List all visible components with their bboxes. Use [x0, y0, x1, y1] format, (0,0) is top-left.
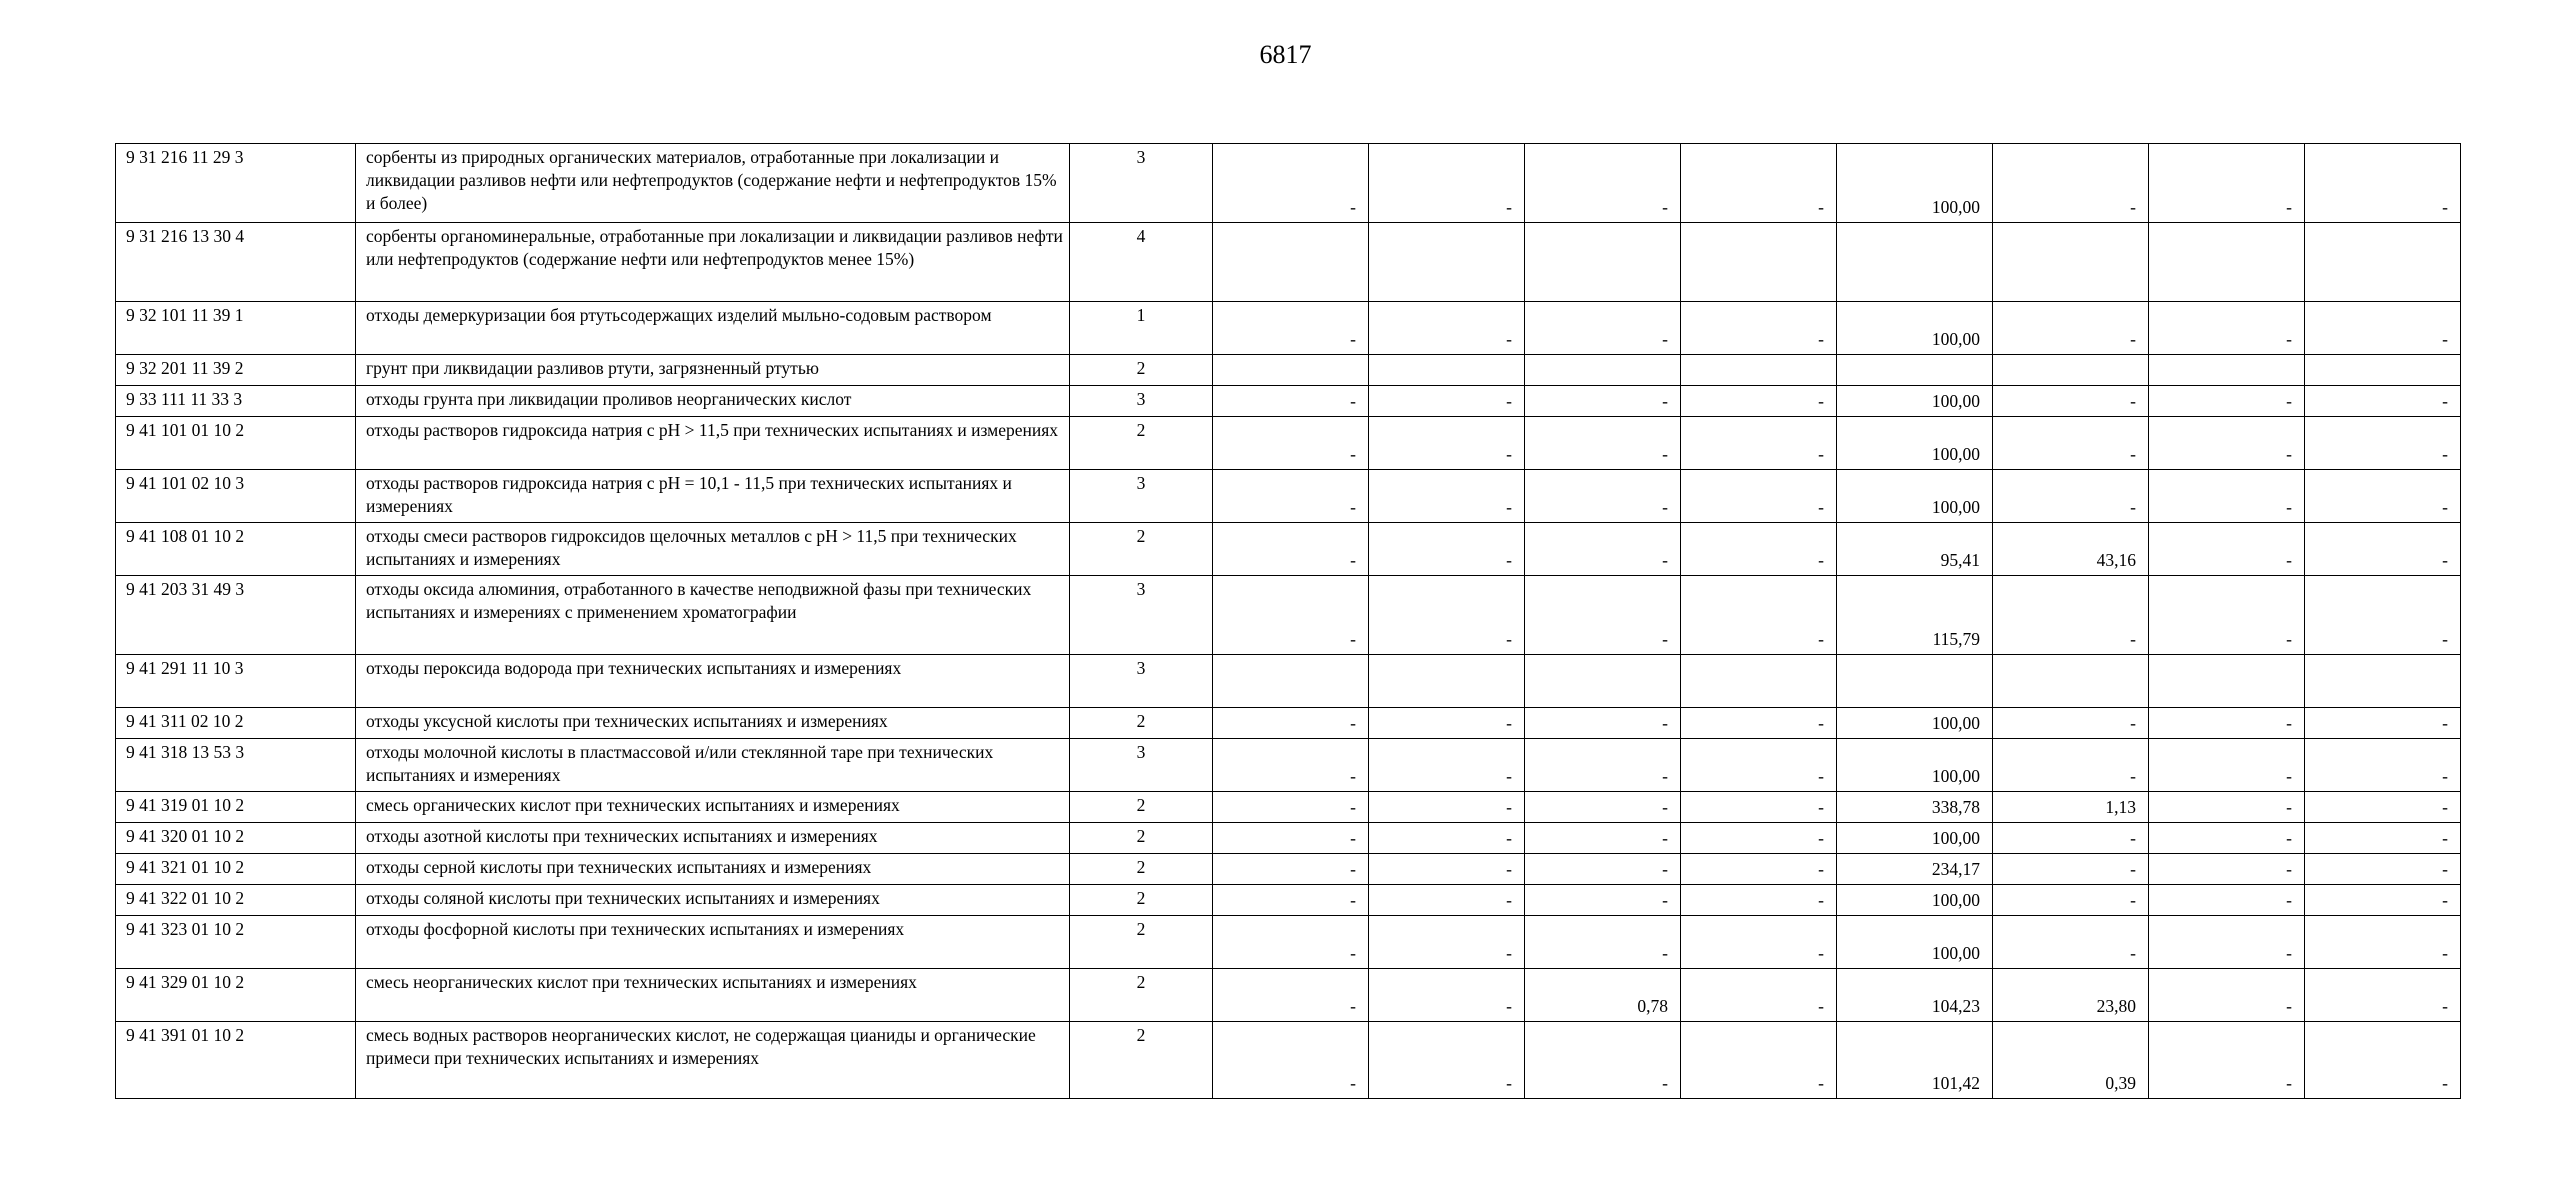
value-cell: -: [1525, 302, 1681, 355]
value-cell: [1993, 355, 2149, 386]
hazard-class-cell: 2: [1070, 355, 1213, 386]
value-cell: -: [1993, 823, 2149, 854]
value-cell: -: [2149, 708, 2305, 739]
value-cell: -: [1681, 739, 1837, 792]
waste-code-cell: 9 41 318 13 53 3: [116, 739, 356, 792]
waste-name-cell: отходы грунта при ликвидации проливов неорганических кислот: [356, 386, 1070, 417]
value-cell: 0,39: [1993, 1022, 2149, 1099]
value-cell: -: [2149, 739, 2305, 792]
waste-code-cell: 9 41 320 01 10 2: [116, 823, 356, 854]
value-cell: -: [1993, 576, 2149, 655]
table-row: [116, 823, 2461, 854]
value-cell: -: [1681, 969, 1837, 1022]
value-cell: -: [1369, 916, 1525, 969]
table-row: [116, 969, 2461, 1022]
value-cell: -: [1681, 916, 1837, 969]
value-cell: [1837, 223, 1993, 302]
value-cell: [1525, 655, 1681, 708]
value-cell: -: [1369, 576, 1525, 655]
hazard-class-cell: 2: [1070, 854, 1213, 885]
table-row: [116, 386, 2461, 417]
value-cell: -: [2305, 792, 2461, 823]
hazard-class-cell: 2: [1070, 823, 1213, 854]
value-cell: 100,00: [1837, 417, 1993, 470]
value-cell: [1837, 355, 1993, 386]
value-cell: -: [2305, 576, 2461, 655]
value-cell: 100,00: [1837, 386, 1993, 417]
value-cell: -: [2149, 470, 2305, 523]
value-cell: -: [1681, 1022, 1837, 1099]
value-cell: -: [1993, 417, 2149, 470]
value-cell: -: [1681, 302, 1837, 355]
value-cell: -: [2149, 969, 2305, 1022]
value-cell: 100,00: [1837, 144, 1993, 223]
waste-code-cell: 9 41 311 02 10 2: [116, 708, 356, 739]
table-row: [116, 523, 2461, 576]
value-cell: -: [1213, 708, 1369, 739]
table-row: [116, 355, 2461, 386]
hazard-class-cell: 3: [1070, 576, 1213, 655]
value-cell: -: [1213, 969, 1369, 1022]
waste-name-cell: отходы азотной кислоты при технических испытаниях и измерениях: [356, 823, 1070, 854]
value-cell: -: [2149, 1022, 2305, 1099]
value-cell: -: [1681, 854, 1837, 885]
value-cell: -: [2305, 854, 2461, 885]
value-cell: [2149, 223, 2305, 302]
value-cell: [2305, 223, 2461, 302]
hazard-class-cell: 3: [1070, 470, 1213, 523]
value-cell: -: [2149, 302, 2305, 355]
value-cell: 100,00: [1837, 470, 1993, 523]
value-cell: -: [1369, 885, 1525, 916]
value-cell: -: [1369, 523, 1525, 576]
value-cell: -: [1213, 417, 1369, 470]
waste-code-cell: 9 32 101 11 39 1: [116, 302, 356, 355]
hazard-class-cell: 3: [1070, 655, 1213, 708]
hazard-class-cell: 3: [1070, 144, 1213, 223]
table-row: [116, 792, 2461, 823]
value-cell: -: [2305, 916, 2461, 969]
value-cell: -: [1681, 386, 1837, 417]
waste-code-cell: 9 41 291 11 10 3: [116, 655, 356, 708]
waste-code-cell: 9 31 216 11 29 3: [116, 144, 356, 223]
value-cell: -: [2149, 523, 2305, 576]
value-cell: -: [1993, 386, 2149, 417]
value-cell: 234,17: [1837, 854, 1993, 885]
value-cell: -: [1213, 885, 1369, 916]
value-cell: -: [2149, 576, 2305, 655]
hazard-class-cell: 2: [1070, 523, 1213, 576]
value-cell: -: [1213, 144, 1369, 223]
waste-name-cell: смесь неорганических кислот при технических испытаниях и измерениях: [356, 969, 1070, 1022]
waste-code-cell: 9 41 108 01 10 2: [116, 523, 356, 576]
value-cell: 100,00: [1837, 823, 1993, 854]
value-cell: -: [1681, 470, 1837, 523]
value-cell: [1525, 355, 1681, 386]
value-cell: -: [1525, 523, 1681, 576]
waste-name-cell: смесь органических кислот при технических испытаниях и измерениях: [356, 792, 1070, 823]
value-cell: -: [1369, 969, 1525, 1022]
waste-name-cell: отходы пероксида водорода при технических испытаниях и измерениях: [356, 655, 1070, 708]
value-cell: -: [1993, 302, 2149, 355]
value-cell: -: [2305, 523, 2461, 576]
value-cell: -: [2149, 823, 2305, 854]
value-cell: 338,78: [1837, 792, 1993, 823]
hazard-class-cell: 2: [1070, 885, 1213, 916]
value-cell: -: [1525, 739, 1681, 792]
waste-name-cell: отходы смеси растворов гидроксидов щелочных металлов с рН > 11,5 при технических испытаниях и измерениях: [356, 523, 1070, 576]
value-cell: -: [2149, 144, 2305, 223]
value-cell: 95,41: [1837, 523, 1993, 576]
waste-code-cell: 9 41 323 01 10 2: [116, 916, 356, 969]
value-cell: [2305, 355, 2461, 386]
value-cell: -: [1213, 386, 1369, 417]
table-row: [116, 223, 2461, 302]
value-cell: 43,16: [1993, 523, 2149, 576]
value-cell: -: [2149, 792, 2305, 823]
waste-name-cell: отходы демеркуризации боя ртутьсодержащих изделий мыльно-содовым раствором: [356, 302, 1070, 355]
value-cell: -: [1369, 386, 1525, 417]
table-row: [116, 708, 2461, 739]
value-cell: -: [1525, 144, 1681, 223]
waste-code-cell: 9 33 111 11 33 3: [116, 386, 356, 417]
value-cell: -: [1993, 854, 2149, 885]
value-cell: -: [2305, 417, 2461, 470]
table-row: [116, 854, 2461, 885]
table-row: [116, 144, 2461, 223]
value-cell: -: [1369, 470, 1525, 523]
value-cell: [1213, 223, 1369, 302]
table-row: [116, 885, 2461, 916]
value-cell: -: [1681, 823, 1837, 854]
waste-code-cell: 9 41 319 01 10 2: [116, 792, 356, 823]
value-cell: -: [1525, 417, 1681, 470]
value-cell: -: [1369, 302, 1525, 355]
value-cell: -: [1525, 916, 1681, 969]
value-cell: -: [2305, 739, 2461, 792]
value-cell: [1369, 655, 1525, 708]
value-cell: -: [1369, 1022, 1525, 1099]
waste-name-cell: отходы оксида алюминия, отработанного в качестве неподвижной фазы при технических испытаниях и измерениях с применением хроматографии: [356, 576, 1070, 655]
waste-code-cell: 9 41 101 01 10 2: [116, 417, 356, 470]
value-cell: [1369, 223, 1525, 302]
value-cell: 115,79: [1837, 576, 1993, 655]
waste-name-cell: отходы фосфорной кислоты при технических испытаниях и измерениях: [356, 916, 1070, 969]
table-row: [116, 916, 2461, 969]
value-cell: -: [1993, 708, 2149, 739]
waste-code-cell: 9 41 203 31 49 3: [116, 576, 356, 655]
value-cell: -: [1993, 916, 2149, 969]
value-cell: -: [1369, 417, 1525, 470]
value-cell: -: [1369, 792, 1525, 823]
value-cell: -: [2305, 823, 2461, 854]
value-cell: 23,80: [1993, 969, 2149, 1022]
value-cell: -: [2305, 708, 2461, 739]
value-cell: -: [1213, 916, 1369, 969]
value-cell: -: [1213, 302, 1369, 355]
value-cell: -: [1681, 708, 1837, 739]
value-cell: -: [2149, 885, 2305, 916]
value-cell: [1681, 223, 1837, 302]
value-cell: -: [1525, 823, 1681, 854]
value-cell: [1525, 223, 1681, 302]
waste-code-cell: 9 41 329 01 10 2: [116, 969, 356, 1022]
value-cell: -: [1213, 576, 1369, 655]
value-cell: 100,00: [1837, 885, 1993, 916]
value-cell: [1213, 355, 1369, 386]
value-cell: -: [2149, 916, 2305, 969]
value-cell: -: [2305, 470, 2461, 523]
waste-code-cell: 9 32 201 11 39 2: [116, 355, 356, 386]
waste-name-cell: отходы растворов гидроксида натрия с рН > 11,5 при технических испытаниях и измерениях: [356, 417, 1070, 470]
value-cell: -: [1681, 417, 1837, 470]
waste-name-cell: грунт при ликвидации разливов ртути, загрязненный ртутью: [356, 355, 1070, 386]
waste-code-cell: 9 41 322 01 10 2: [116, 885, 356, 916]
hazard-class-cell: 2: [1070, 792, 1213, 823]
value-cell: -: [1525, 708, 1681, 739]
value-cell: [1993, 655, 2149, 708]
value-cell: [2149, 655, 2305, 708]
waste-data-table: [115, 143, 2461, 1099]
value-cell: [2305, 655, 2461, 708]
value-cell: -: [1213, 523, 1369, 576]
hazard-class-cell: 4: [1070, 223, 1213, 302]
value-cell: 100,00: [1837, 739, 1993, 792]
value-cell: 100,00: [1837, 916, 1993, 969]
value-cell: -: [1213, 854, 1369, 885]
value-cell: -: [1681, 792, 1837, 823]
waste-name-cell: отходы растворов гидроксида натрия с рН = 10,1 - 11,5 при технических испытаниях и измерениях: [356, 470, 1070, 523]
value-cell: -: [1681, 144, 1837, 223]
value-cell: 100,00: [1837, 708, 1993, 739]
value-cell: -: [1213, 823, 1369, 854]
value-cell: -: [1525, 576, 1681, 655]
value-cell: -: [1213, 470, 1369, 523]
hazard-class-cell: 2: [1070, 916, 1213, 969]
value-cell: -: [2305, 969, 2461, 1022]
value-cell: 1,13: [1993, 792, 2149, 823]
value-cell: -: [1993, 739, 2149, 792]
value-cell: -: [1525, 885, 1681, 916]
waste-code-cell: 9 31 216 13 30 4: [116, 223, 356, 302]
value-cell: -: [1993, 470, 2149, 523]
waste-code-cell: 9 41 101 02 10 3: [116, 470, 356, 523]
value-cell: -: [1369, 739, 1525, 792]
waste-name-cell: отходы серной кислоты при технических испытаниях и измерениях: [356, 854, 1070, 885]
value-cell: -: [1369, 708, 1525, 739]
table-row: [116, 1022, 2461, 1099]
value-cell: [1369, 355, 1525, 386]
value-cell: -: [2305, 1022, 2461, 1099]
value-cell: -: [1213, 1022, 1369, 1099]
value-cell: 101,42: [1837, 1022, 1993, 1099]
value-cell: 0,78: [1525, 969, 1681, 1022]
value-cell: -: [1369, 144, 1525, 223]
value-cell: -: [1993, 144, 2149, 223]
value-cell: -: [1525, 386, 1681, 417]
waste-name-cell: смесь водных растворов неорганических кислот, не содержащая цианиды и органические примеси при технических испытаниях и измерениях: [356, 1022, 1070, 1099]
hazard-class-cell: 2: [1070, 1022, 1213, 1099]
value-cell: [1993, 223, 2149, 302]
waste-name-cell: отходы молочной кислоты в пластмассовой и/или стеклянной таре при технических испытаниях и измерениях: [356, 739, 1070, 792]
hazard-class-cell: 2: [1070, 969, 1213, 1022]
value-cell: -: [1681, 576, 1837, 655]
value-cell: -: [1369, 854, 1525, 885]
value-cell: -: [2149, 854, 2305, 885]
value-cell: [1213, 655, 1369, 708]
table-row: [116, 470, 2461, 523]
value-cell: 100,00: [1837, 302, 1993, 355]
value-cell: -: [1681, 523, 1837, 576]
value-cell: -: [1213, 739, 1369, 792]
table-row: [116, 576, 2461, 655]
waste-name-cell: сорбенты из природных органических материалов, отработанные при локализации и ликвидации разливов нефти или нефтепродуктов (содержание нефти и нефтепродуктов 15% и более): [356, 144, 1070, 223]
value-cell: -: [2149, 417, 2305, 470]
hazard-class-cell: 3: [1070, 739, 1213, 792]
table-row: [116, 739, 2461, 792]
value-cell: -: [1525, 854, 1681, 885]
table-row: [116, 302, 2461, 355]
value-cell: -: [2305, 386, 2461, 417]
waste-name-cell: сорбенты органоминеральные, отработанные при локализации и ликвидации разливов нефти или нефтепродуктов (содержание нефти или нефтепродуктов менее 15%): [356, 223, 1070, 302]
value-cell: [1681, 355, 1837, 386]
waste-code-cell: 9 41 321 01 10 2: [116, 854, 356, 885]
waste-name-cell: отходы соляной кислоты при технических испытаниях и измерениях: [356, 885, 1070, 916]
hazard-class-cell: 1: [1070, 302, 1213, 355]
table-row: [116, 417, 2461, 470]
value-cell: [2149, 355, 2305, 386]
value-cell: 104,23: [1837, 969, 1993, 1022]
table-row: [116, 655, 2461, 708]
value-cell: -: [2305, 302, 2461, 355]
value-cell: -: [1993, 885, 2149, 916]
value-cell: -: [1213, 792, 1369, 823]
value-cell: -: [1525, 792, 1681, 823]
value-cell: [1681, 655, 1837, 708]
page-number: 6817: [1259, 40, 1312, 69]
value-cell: -: [2149, 386, 2305, 417]
value-cell: [1837, 655, 1993, 708]
hazard-class-cell: 3: [1070, 386, 1213, 417]
hazard-class-cell: 2: [1070, 708, 1213, 739]
value-cell: -: [2305, 885, 2461, 916]
waste-code-cell: 9 41 391 01 10 2: [116, 1022, 356, 1099]
value-cell: -: [1681, 885, 1837, 916]
value-cell: -: [1525, 1022, 1681, 1099]
hazard-class-cell: 2: [1070, 417, 1213, 470]
value-cell: -: [2305, 144, 2461, 223]
value-cell: -: [1369, 823, 1525, 854]
waste-name-cell: отходы уксусной кислоты при технических испытаниях и измерениях: [356, 708, 1070, 739]
value-cell: -: [1525, 470, 1681, 523]
